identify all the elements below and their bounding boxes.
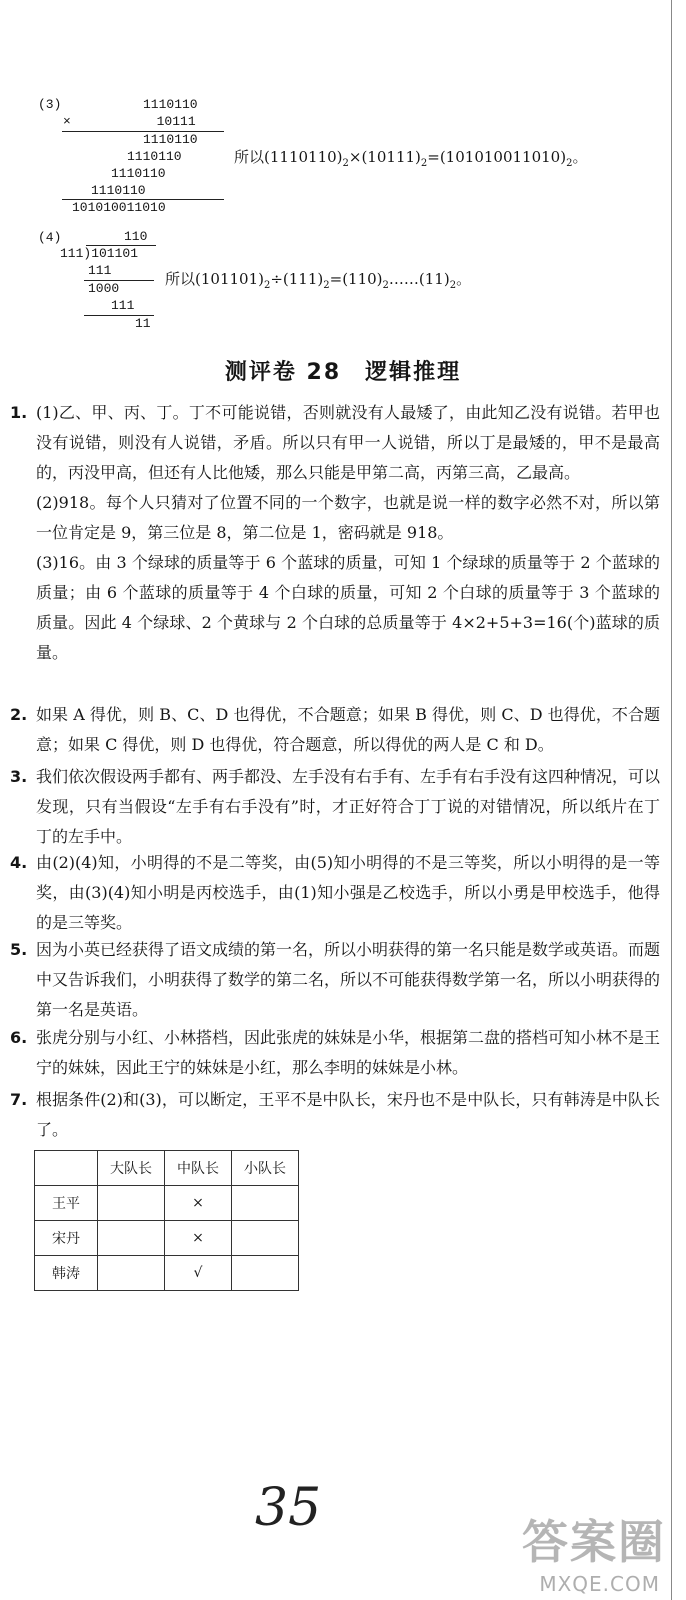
- watermark-logo: 答案圈: [522, 1515, 666, 1569]
- table-header-row: [35, 1151, 299, 1186]
- answer-paragraph: 由(2)(4)知，小明得的不是二等奖，由(5)知小明得的不是三等奖，所以小明得的是一等奖，由(3)(4)知小明是丙校选手，由(1)知小强是乙校选手，所以小勇是甲校选手，他得的是三等奖。: [36, 853, 660, 932]
- table-row: [35, 1256, 299, 1291]
- div-row: 111: [111, 298, 135, 313]
- answer-item-6: [10, 1023, 660, 1083]
- result-text: ……(11): [388, 270, 450, 288]
- base-sub: 2: [420, 158, 428, 169]
- watermark-url: MXQE.COM: [539, 1572, 660, 1596]
- result-text: 。: [456, 270, 472, 288]
- item-number: 3.: [10, 767, 28, 786]
- table-cell: [98, 1186, 165, 1221]
- div-row: 1000: [88, 281, 120, 296]
- answer-item-3: [10, 762, 660, 852]
- page-edge-line: [671, 0, 672, 1600]
- result-text: =(101010011010): [427, 148, 567, 166]
- item-number: 7.: [10, 1090, 28, 1109]
- item-number: 6.: [10, 1028, 28, 1047]
- handwritten-page-number: 35: [255, 1478, 322, 1538]
- table-cell: ×: [165, 1186, 232, 1221]
- mult-row: 1110110: [91, 183, 146, 198]
- base-sub: 2: [263, 280, 271, 291]
- table-cell: 宋丹: [35, 1221, 98, 1256]
- answer-paragraph: (2)918。每个人只猜对了位置不同的一个数字，也就是说一样的数字必然不对，所以第一位肯定是 9，第三位是 8，第二位是 1，密码就是 918。: [36, 493, 660, 542]
- answer-paragraph: (1)乙、甲、丙、丁。丁不可能说错，否则就没有人最矮了，由此知乙没有说错。若甲也没有说错，则没有人说错，矛盾。所以只有甲一人说错，所以丁是最矮的，甲不是最高的，丙没甲高，但还有人比他矮，那么只能是甲第二高，丙第三高，乙最高。: [36, 403, 660, 482]
- answer-item-5: [10, 935, 660, 1025]
- mult-product: 101010011010: [72, 200, 166, 215]
- mult-row: 1110110: [143, 132, 198, 147]
- answer-item-2: [10, 700, 660, 760]
- table-cell: 王平: [35, 1186, 98, 1221]
- table-header: 小队长: [232, 1151, 299, 1186]
- result-text: ×(10111): [348, 148, 421, 166]
- result-text: 所以(1110110): [234, 148, 343, 166]
- answer-paragraph: 因为小英已经获得了语文成绩的第一名，所以小明获得的第一名只能是数学或英语。而题中又告诉我们，小明获得了数学的第二名，所以不可能获得数学第一名，所以小明获得的第一名是英语。: [36, 940, 661, 1019]
- table-cell: ×: [165, 1221, 232, 1256]
- item-number: 2.: [10, 705, 28, 724]
- base-sub: 2: [566, 158, 573, 169]
- mult-row: 1110110: [111, 166, 166, 181]
- answer-item-1: [10, 398, 660, 668]
- mult-row: 1110110: [127, 149, 182, 164]
- base-sub: 2: [382, 280, 389, 291]
- base-sub: 2: [323, 280, 330, 291]
- answer-paragraph: 如果 A 得优，则 B、C、D 也得优，不合题意；如果 B 得优，则 C、D 也得优，不合题意；如果 C 得优，则 D 也得优，符合题意，所以得优的两人是 C 和 D。: [36, 705, 660, 754]
- answer-paragraph: (3)16。由 3 个绿球的质量等于 6 个蓝球的质量，可知 1 个绿球的质量等于 2 个蓝球的质量；由 6 个蓝球的质量等于 4 个白球的质量，可知 2 个白球的质量等于 3 个蓝球的质量。因此 4 个绿球、2 个黄球与 2 个白球的总质量等于 4×2+5+3=16(个)蓝球的质量。: [36, 553, 660, 662]
- item-number: 5.: [10, 940, 28, 959]
- answer-paragraph: 我们依次假设两手都有、两手都没、左手没有右手有、左手有右手没有这四种情况，可以发现，只有当假设“左手有右手没有”时，才正好符合丁丁说的对错情况，所以纸片在丁丁的左手中。: [36, 767, 661, 846]
- table-header: 大队长: [98, 1151, 165, 1186]
- table-row: [35, 1186, 299, 1221]
- item-number: 1.: [10, 403, 28, 422]
- div-dividend: 111)101101: [60, 246, 139, 261]
- answer-paragraph: 张虎分别与小红、小林搭档，因此张虎的妹妹是小华，根据第二盘的搭档可知小林不是王宁的妹妹，因此王宁的妹妹是小红，那么李明的妹妹是小林。: [36, 1028, 661, 1077]
- answer-item-7: [10, 1085, 660, 1145]
- part4-conclusion: [165, 268, 471, 291]
- part4-label: (4): [38, 230, 62, 245]
- result-text: ÷(111): [270, 270, 324, 288]
- result-text: 。: [572, 148, 588, 166]
- table-cell: [232, 1186, 299, 1221]
- div-quotient: 110: [124, 229, 148, 244]
- table-cell: √: [165, 1256, 232, 1291]
- mult-row: 1110110: [143, 97, 198, 112]
- section-title: 测评卷 28 逻辑推理: [224, 360, 462, 385]
- div-row: 111: [88, 263, 112, 278]
- table-row: [35, 1221, 299, 1256]
- table-cell: 韩涛: [35, 1256, 98, 1291]
- result-text: =(110): [329, 270, 383, 288]
- table-cell: [232, 1256, 299, 1291]
- div-remainder: 11: [135, 316, 151, 331]
- item-number: 4.: [10, 853, 28, 872]
- role-table: [34, 1150, 299, 1291]
- table-header: 中队长: [165, 1151, 232, 1186]
- mult-row: × 10111: [63, 114, 196, 129]
- table-header: [35, 1151, 98, 1186]
- part3-label: (3): [38, 97, 62, 112]
- base-sub: 2: [449, 280, 457, 291]
- base-sub: 2: [342, 158, 349, 169]
- answer-paragraph: 根据条件(2)和(3)，可以断定，王平不是中队长，宋丹也不是中队长，只有韩涛是中队长了。: [36, 1090, 660, 1139]
- result-text: 所以(101101): [165, 270, 264, 288]
- table-cell: [98, 1221, 165, 1256]
- answer-item-4: [10, 848, 660, 938]
- part3-conclusion: [234, 146, 587, 169]
- table-cell: [232, 1221, 299, 1256]
- table-cell: [98, 1256, 165, 1291]
